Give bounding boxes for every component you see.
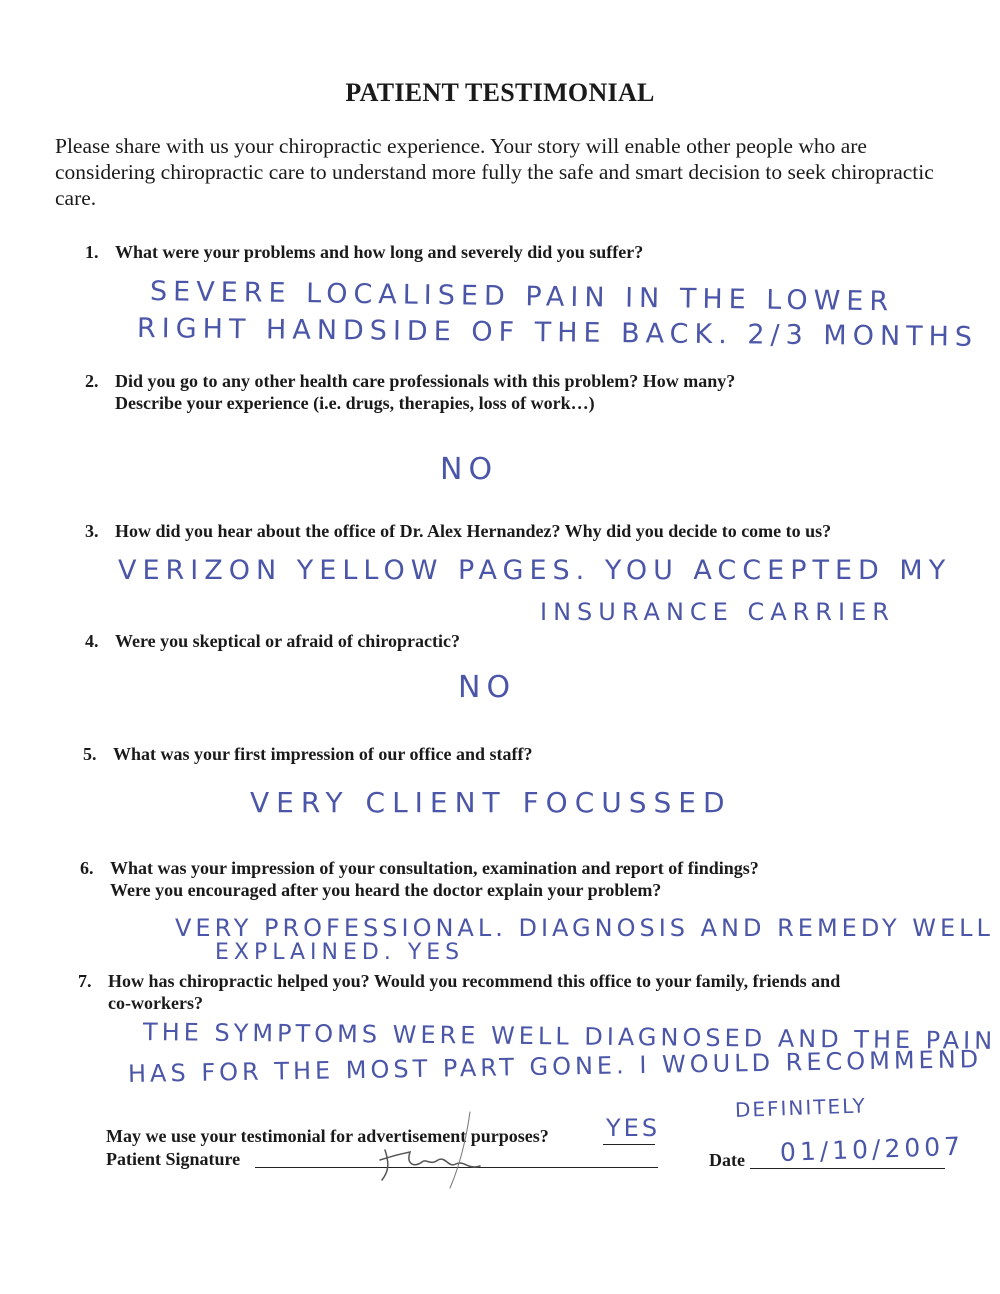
answer-7-line-3: DEFINITELY — [734, 1093, 868, 1122]
question-number: 7. — [78, 971, 92, 991]
date-label: Date — [709, 1150, 745, 1170]
date-line — [750, 1168, 945, 1169]
question-text: What was your impression of your consultation, examination and report of findings? — [110, 858, 759, 878]
question-text: Were you skeptical or afraid of chiropractic? — [115, 631, 460, 651]
question-number: 3. — [85, 521, 99, 541]
form-title: PATIENT TESTIMONIAL — [345, 78, 655, 107]
question-text: How has chiropractic helped you? Would you recommend this office to your family, friends and — [108, 971, 841, 991]
question-text: What were your problems and how long and severely did you suffer? — [115, 242, 644, 262]
question-text: What was your first impression of our office and staff? — [113, 744, 533, 764]
question-text-continued: Describe your experience (i.e. drugs, therapies, loss of work…) — [115, 393, 595, 413]
permission-label: May we use your testimonial for advertisement purposes? — [106, 1126, 549, 1146]
question-number: 6. — [80, 858, 94, 878]
answer-1-line-1: SEVERE LOCALISED PAIN IN THE LOWER — [149, 276, 895, 318]
permission-answer-line — [603, 1144, 655, 1145]
question-text: How did you hear about the office of Dr. Alex Hernandez? Why did you decide to come to us? — [115, 521, 832, 541]
answer-2: NO — [440, 452, 499, 487]
answer-3-line-2: INSURANCE CARRIER — [540, 598, 895, 626]
answer-7-line-1: THE SYMPTOMS WERE WELL DIAGNOSED AND THE PAIN — [142, 1018, 997, 1055]
form-intro: Please share with us your chiropractic experience. Your story will enable other people who are considering chiropractic care to understand more fully the safe and smart decision to seek chiropractic care. — [55, 134, 934, 210]
answer-1-line-2: RIGHT HANDSIDE OF THE BACK. 2/3 MONTHS — [136, 313, 979, 353]
answer-4: NO — [458, 670, 517, 705]
answer-3-line-1: VERIZON YELLOW PAGES. YOU ACCEPTED MY — [118, 555, 952, 586]
answer-6-line-2: EXPLAINED. YES — [215, 940, 465, 965]
patient-signature — [330, 1110, 530, 1190]
answer-5: VERY CLIENT FOCUSSED — [250, 786, 732, 819]
answer-6-line-1: VERY PROFESSIONAL. DIAGNOSIS AND REMEDY WELL — [175, 914, 994, 942]
question-text-continued: Were you encouraged after you heard the doctor explain your problem? — [110, 880, 662, 900]
question-number: 2. — [85, 371, 99, 391]
answer-7-line-2: HAS FOR THE MOST PART GONE. I WOULD RECOMMEND — [127, 1045, 983, 1088]
question-text-continued: co-workers? — [108, 993, 203, 1013]
date-value: 01/10/2007 — [779, 1131, 965, 1167]
question-number: 5. — [83, 744, 97, 764]
permission-answer: YES — [606, 1114, 661, 1142]
question-text: Did you go to any other health care professionals with this problem? How many? — [115, 371, 736, 391]
question-number: 4. — [85, 631, 99, 651]
signature-label: Patient Signature — [106, 1149, 241, 1169]
question-number: 1. — [85, 242, 99, 262]
